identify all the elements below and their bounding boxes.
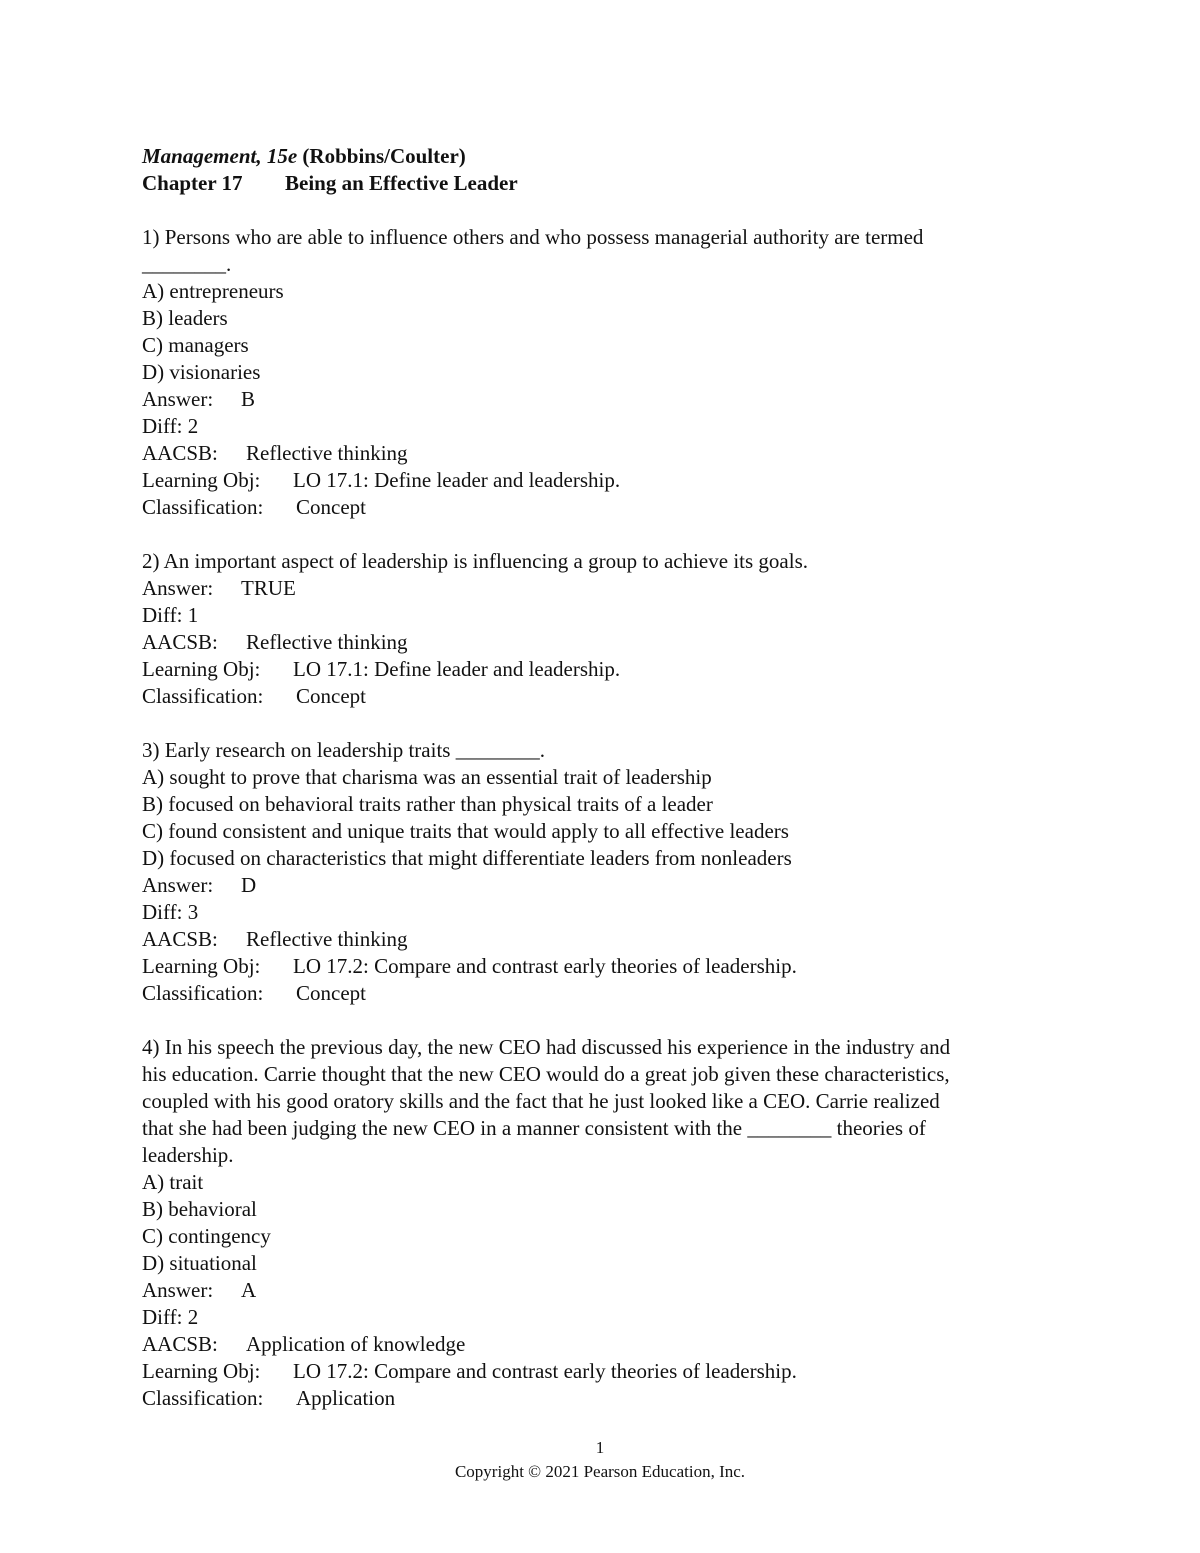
aacsb-value: Reflective thinking [246,441,408,465]
learning-objective-line [142,656,1062,683]
learning-objective-label: Learning Obj: [142,954,261,978]
question-stem-line: his education. Carrie thought that the new CEO would do a great job given these characteristics, [142,1062,950,1086]
chapter-title: Being an Effective Leader [285,171,518,195]
spacer [142,1007,1062,1034]
option-a: A) entrepreneurs [142,279,284,303]
aacsb-label: AACSB: [142,441,218,465]
option-b: B) focused on behavioral traits rather than physical traits of a leader [142,792,713,816]
answer-value: D [241,873,257,897]
option-a: A) sought to prove that charisma was an essential trait of leadership [142,765,712,789]
answer-line [142,575,1062,602]
aacsb-label: AACSB: [142,927,218,951]
classification-label: Classification: [142,981,264,1005]
difficulty: Diff: 2 [142,414,199,438]
aacsb-label: AACSB: [142,1332,218,1356]
option-a: A) trait [142,1170,204,1194]
spacer [142,521,1062,548]
option-d: D) situational [142,1251,257,1275]
learning-objective-line [142,467,1062,494]
spacer [142,197,1062,224]
difficulty: Diff: 3 [142,900,199,924]
learning-objective-value: LO 17.2: Compare and contrast early theories of leadership. [293,1359,797,1383]
question-stem-line: that she had been judging the new CEO in a manner consistent with the ________ theories of [142,1116,926,1140]
option-c: C) found consistent and unique traits that would apply to all effective leaders [142,819,789,843]
aacsb-value: Application of knowledge [246,1332,466,1356]
learning-objective-value: LO 17.1: Define leader and leadership. [293,468,621,492]
question-stem-continuation: ________. [142,252,232,276]
aacsb-line [142,926,1062,953]
aacsb-line [142,629,1062,656]
difficulty: Diff: 2 [142,1305,199,1329]
answer-line [142,386,1062,413]
learning-objective-label: Learning Obj: [142,1359,261,1383]
spacer [142,710,1062,737]
question-stem: 3) Early research on leadership traits ________. [142,738,545,762]
learning-objective-line [142,1358,1062,1385]
aacsb-value: Reflective thinking [246,630,408,654]
classification-line [142,683,1062,710]
option-c: C) contingency [142,1224,271,1248]
learning-objective-label: Learning Obj: [142,468,261,492]
classification-value: Concept [296,495,366,519]
difficulty: Diff: 1 [142,603,199,627]
classification-label: Classification: [142,1386,264,1410]
page-content [142,143,1062,1412]
option-d: D) visionaries [142,360,261,384]
aacsb-value: Reflective thinking [246,927,408,951]
option-b: B) leaders [142,306,228,330]
learning-objective-value: LO 17.2: Compare and contrast early theories of leadership. [293,954,797,978]
classification-line [142,494,1062,521]
question-1 [142,224,1062,521]
answer-label: Answer: [142,1278,214,1302]
classification-label: Classification: [142,495,264,519]
classification-value: Concept [296,684,366,708]
answer-value: TRUE [241,576,296,600]
classification-label: Classification: [142,684,264,708]
chapter-heading [142,170,1062,197]
answer-label: Answer: [142,387,214,411]
book-title: Management, 15e [142,144,298,168]
question-stem-line: leadership. [142,1143,234,1167]
classification-value: Concept [296,981,366,1005]
question-2 [142,548,1062,710]
answer-label: Answer: [142,576,214,600]
question-stem: 1) Persons who are able to influence others and who possess managerial authority are termed [142,225,924,249]
question-stem-line: coupled with his good oratory skills and the fact that he just looked like a CEO. Carrie realized [142,1089,940,1113]
question-3 [142,737,1062,1007]
learning-objective-label: Learning Obj: [142,657,261,681]
aacsb-line [142,440,1062,467]
option-b: B) behavioral [142,1197,257,1221]
aacsb-line [142,1331,1062,1358]
question-4 [142,1034,1062,1412]
question-stem-line: 4) In his speech the previous day, the new CEO had discussed his experience in the industry and [142,1035,951,1059]
answer-line [142,1277,1062,1304]
learning-objective-value: LO 17.1: Define leader and leadership. [293,657,621,681]
classification-value: Application [296,1386,396,1410]
option-d: D) focused on characteristics that might differentiate leaders from nonleaders [142,846,792,870]
answer-value: A [241,1278,257,1302]
book-authors: (Robbins/Coulter) [302,144,466,168]
question-stem: 2) An important aspect of leadership is influencing a group to achieve its goals. [142,549,808,573]
book-title-line [142,143,1062,170]
learning-objective-line [142,953,1062,980]
option-c: C) managers [142,333,249,357]
aacsb-label: AACSB: [142,630,218,654]
page-number: 1 [595,1438,605,1457]
answer-label: Answer: [142,873,214,897]
answer-value: B [241,387,256,411]
classification-line [142,980,1062,1007]
chapter-label: Chapter 17 [142,171,243,195]
answer-line [142,872,1062,899]
classification-line [142,1385,1062,1412]
copyright-notice: Copyright © 2021 Pearson Education, Inc. [454,1462,746,1481]
